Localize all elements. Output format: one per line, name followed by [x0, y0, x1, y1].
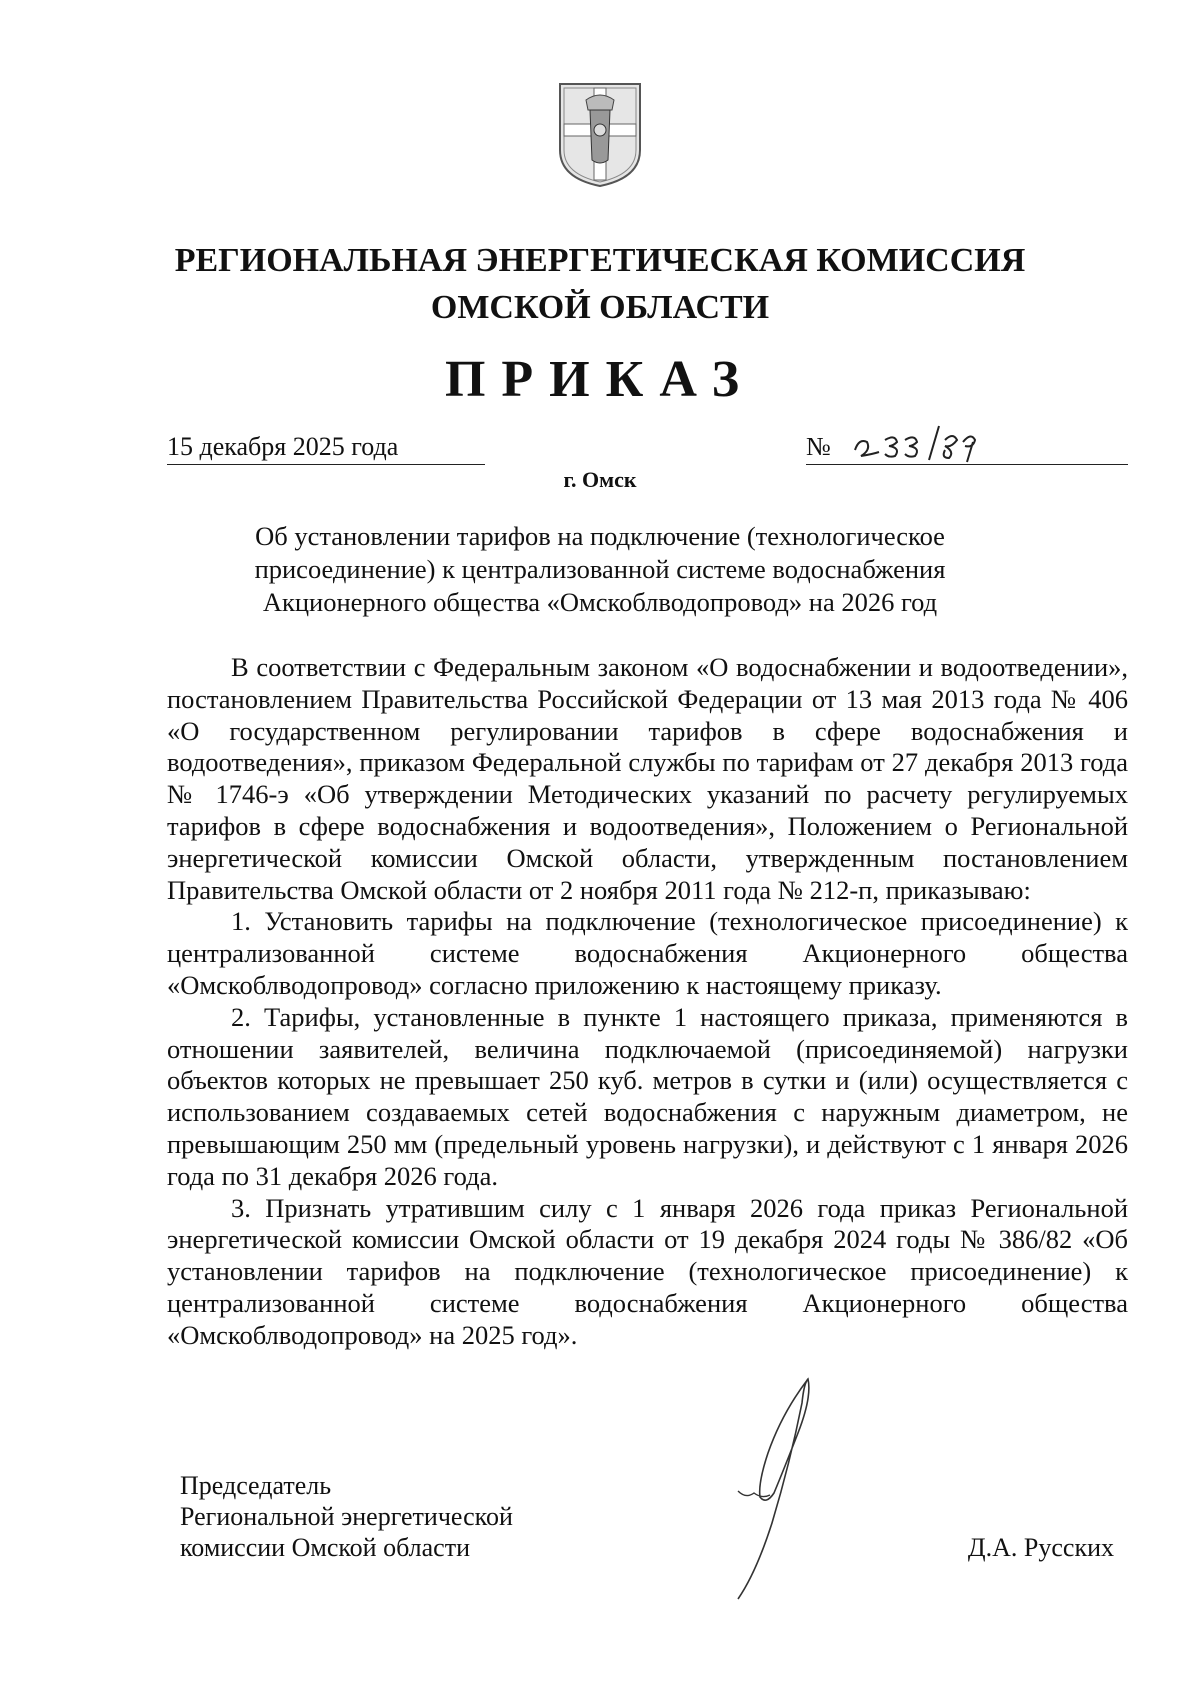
- organization-name-line1: РЕГИОНАЛЬНАЯ ЭНЕРГЕТИЧЕСКАЯ КОМИССИЯ: [174, 242, 1026, 279]
- body-item-1: 1. Установить тарифы на подключение (технологическое присоединение) к централизованной системе водоснабжения Акционерного общества «Омскоблводопровод» согласно приложению к настоящему приказу.: [167, 906, 1128, 1000]
- signatory-title-line3: комиссии Омской области: [180, 1533, 470, 1562]
- document-date: 15 декабря 2025 года: [167, 430, 485, 465]
- document-type-title: ПРИКАЗ: [444, 351, 756, 408]
- body-item-2: 2. Тарифы, установленные в пункте 1 настоящего приказа, применяются в отношении заявителей, величина подключаемой (присоединяемой) нагрузки объектов которых не превышает 250 куб. метров в сутки и (или) осуществляется с использованием создаваемых сетей водоснабжения с наружным диаметром, не превышающим 250 мм (предельный уровень нагрузки), и действуют с 1 января 2026 года по 31 декабря 2026 года.: [167, 1001, 1128, 1191]
- organization-name-line2: ОМСКОЙ ОБЛАСТИ: [430, 289, 770, 326]
- document-subject: [0, 520, 1200, 619]
- body-item-3: 3. Признать утратившим силу с 1 января 2026 года приказ Региональной энергетической комиссии Омской области от 19 декабря 2024 годы № 386/82 «Об установлении тарифов на подключение (технологическое присоединение) к централизованной системе водоснабжения Акционерного общества «Омскоблводопровод» на 2025 год».: [167, 1192, 1128, 1350]
- subject-line3: Акционерного общества «Омскоблводопровод» на 2026 год: [262, 587, 938, 617]
- organization-name: [0, 237, 1200, 331]
- city-name: г. Омск: [563, 467, 637, 492]
- body-preamble: В соответствии с Федеральным законом «О водоснабжении и водоотведении», постановлением Правительства Российской Федерации от 13 мая 2013 года № 406 «О государственном регулировании тарифов в сфере водоснабжения и водоотведения», приказом Федеральной службы по тарифам от 27 декабря 2013 года № 1746-э «Об утверждении Методических указаний по расчету регулируемых тарифов в сфере водоснабжения и водоотведения», Положением о Региональной энергетической комиссии Омской области, утвержденным постановлением Правительства Омской области от 2 ноября 2011 года № 212-п, приказываю:: [167, 652, 1128, 905]
- signatory-name: Д.А. Русских: [967, 1533, 1114, 1562]
- coat-of-arms-emblem: [556, 80, 644, 190]
- signatory-title-line2: Региональной энергетической: [180, 1502, 513, 1531]
- subject-line2: присоединение) к централизованной системе водоснабжения: [254, 554, 946, 584]
- subject-line1: Об установлении тарифов на подключение (технологическое: [255, 521, 945, 551]
- handwritten-signature: [712, 1373, 842, 1603]
- signatory-title-line1: Председатель: [180, 1471, 332, 1500]
- document-number-label: №: [806, 432, 831, 461]
- handwritten-document-number: [845, 416, 995, 466]
- document-body: [167, 652, 1128, 1352]
- signatory-title: [180, 1470, 513, 1563]
